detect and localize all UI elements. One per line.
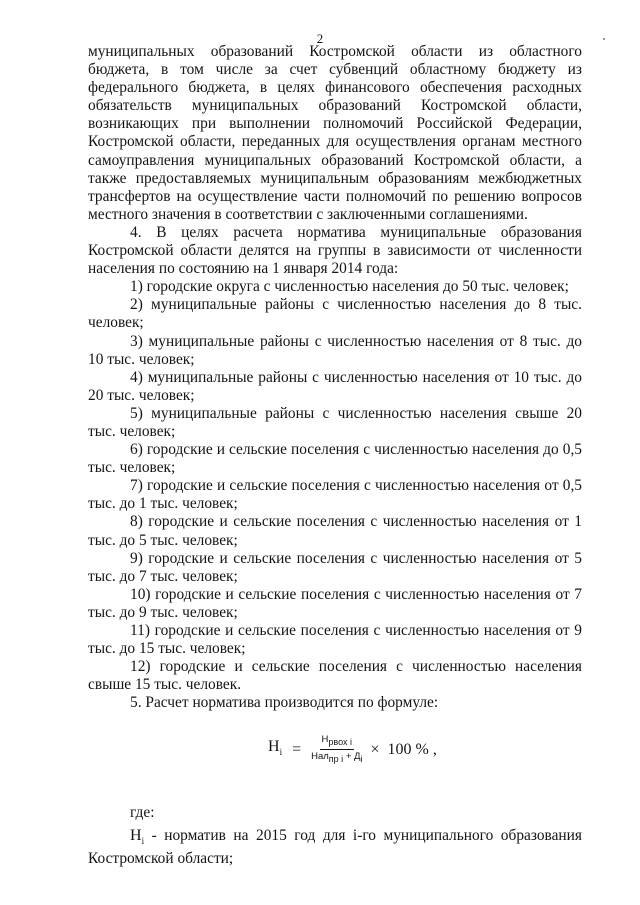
document-body (88, 43, 582, 868)
point-5-paragraph: 5. Расчет норматива производится по формуле: (130, 694, 439, 712)
group-item: 12) городские и сельские поселения с численностью населения свыше 15 тыс. человек. (88, 658, 582, 694)
group-item: 11) городские и сельские поселения с численностью населения от 9 тыс. до 15 тыс. человек; (88, 622, 582, 658)
group-item: 4) муниципальные районы с численностью населения от 10 тыс. до 20 тыс. человек; (88, 368, 582, 404)
formula-numerator: $Н_{рвох i}$ (320, 734, 354, 750)
definition-paragraph (88, 827, 582, 868)
group-item: 1) городские округа с численностью населения до 50 тыс. человек; (130, 278, 569, 296)
group-item: 9) городские и сельские поселения с численностью населения от 5 тыс. до 7 тыс. человек; (88, 549, 582, 585)
point-4-paragraph: 4. В целях расчета норматива муниципальные образования Костромской области делятся на группы в зависимости от численности населения по состоянию на 1 января 2014 года: (88, 223, 582, 278)
group-item: 6) городские и сельские поселения с численностью населения до 0,5 тыс. человек; (88, 441, 582, 477)
formula-fraction (311, 734, 362, 765)
group-item: 3) муниципальные районы с численностью населения от 8 тыс. до 10 тыс. человек; (88, 332, 582, 368)
formula-lhs: $Н_i$ (268, 738, 283, 758)
group-item: 5) муниципальные районы с численностью населения свыше 20 тыс. человек; (88, 404, 582, 440)
formula-denominator: $Нал_{пр i} + Д_i$ (311, 751, 363, 765)
definition-text: - норматив на 2015 год для i-го муниципального образования Костромской области; (88, 826, 582, 867)
definition-symbol: $Н_i$ (130, 826, 145, 846)
group-item: 2) муниципальные районы с численностью населения до 8 тыс. человек; (88, 296, 582, 332)
group-item: 10) городские и сельские поселения с численностью населения от 7 тыс. до 9 тыс. человек; (88, 585, 582, 621)
where-label: где: (130, 804, 155, 822)
page-number: 2 (316, 31, 324, 46)
formula-equals: = (292, 740, 302, 758)
intro-paragraph: муниципальных образований Костромской области из областного бюджета, в том числе за счет субвенций областному бюджету из федерального бюджета, в целях финансового обеспечения расходных обязательств муниципальных образований Костромской области, возникающих при выполнении полномочий Российской Федерации, Костромской области, переданных для осуществления органам местного самоуправления муниципальных образований Костромской области, а также предоставляемых муниципальным образованиям межбюджетных трансфертов на осуществление части полномочий по решению вопросов местного значения в соответствии с заключенными соглашениями. (88, 43, 582, 223)
formula-percent: 100 % , (387, 740, 437, 758)
scan-speck (603, 38, 605, 40)
formula-times: × (370, 740, 380, 758)
group-list (88, 278, 582, 694)
group-item: 7) городские и сельские поселения с численностью населения от 0,5 тыс. до 1 тыс. человек; (88, 477, 582, 513)
norm-formula (88, 728, 582, 776)
group-item: 8) городские и сельские поселения с численностью населения от 1 тыс. до 5 тыс. человек; (88, 513, 582, 549)
